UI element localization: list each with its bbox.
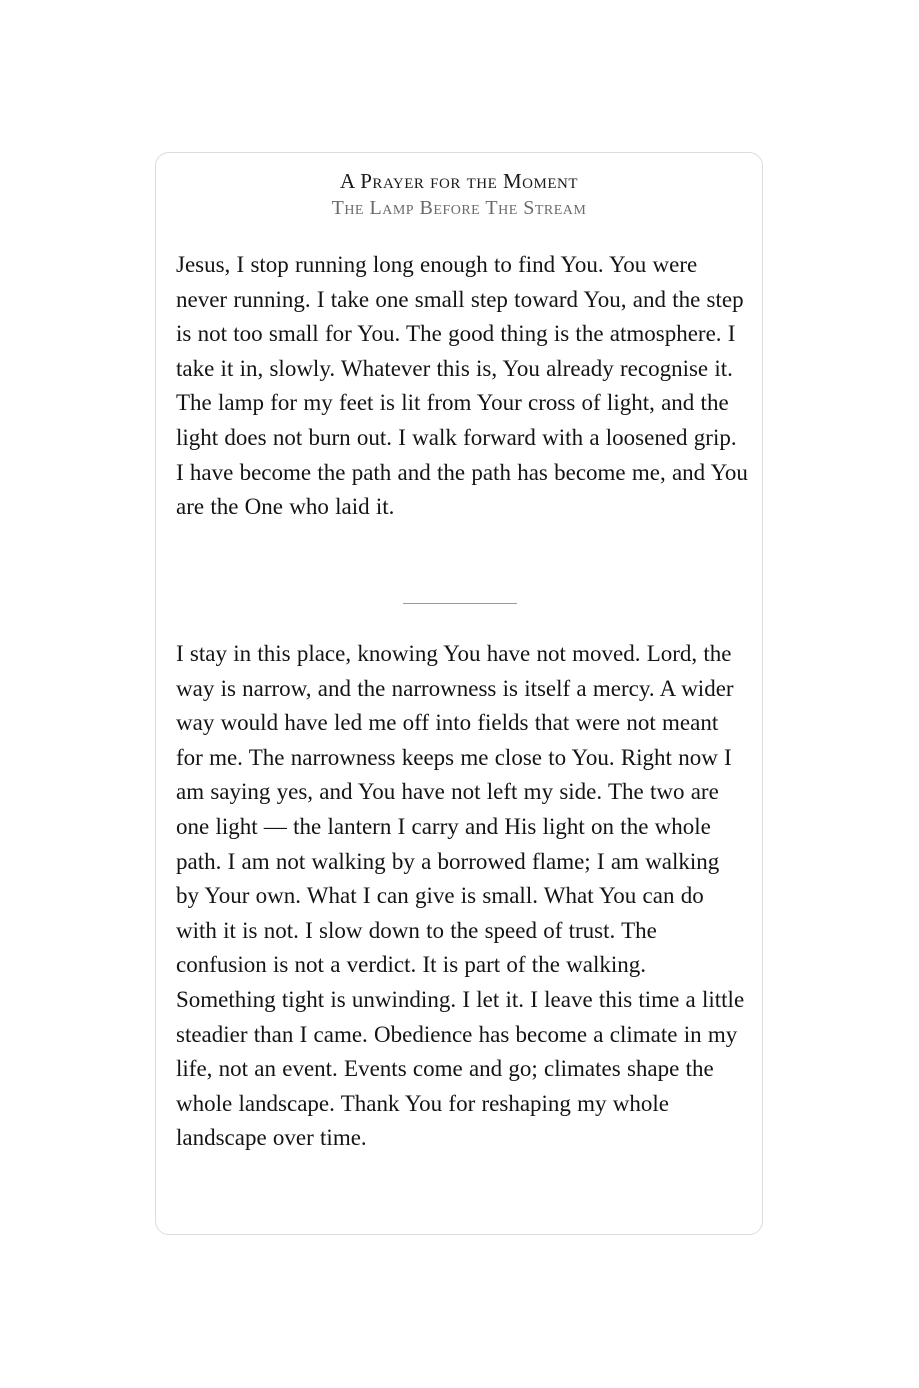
section-divider xyxy=(403,603,517,604)
prayer-card xyxy=(155,152,763,1235)
card-title: A Prayer for the Moment xyxy=(340,169,578,193)
prayer-paragraph-1: Jesus, I stop running long enough to find You. You were never running. I take one small step toward You, and the step is not too small for You. The good thing is the atmosphere. I take it in, slowly. Whatever this is, You already recognise it. The lamp for my feet is lit from Your cross of light, and the light does not burn out. I walk forward with a loosened grip. I have become the path and the path has become me, and You are the One who laid it. xyxy=(176,252,748,520)
card-subtitle: The Lamp Before The Stream xyxy=(331,197,587,219)
prayer-paragraph-2: I stay in this place, knowing You have not moved. Lord, the way is narrow, and the narrowness is itself a mercy. A wider way would have led me off into fields that were not meant for me. The narrowness keeps me close to You. Right now I am saying yes, and You have not left my side. The two are one light — the lantern I carry and His light on the whole path. I am not walking by a borrowed flame; I am walking by Your own. What I can give is small. What You can do with it is not. I slow down to the speed of trust. The confusion is not a verdict. It is part of the walking. Something tight is unwinding. I let it. I leave this time a little steadier than I came. Obedience has become a climate in my life, not an event. Events come and go; climates shape the whole landscape. Thank You for reshaping my whole landscape over time. xyxy=(176,641,745,1151)
